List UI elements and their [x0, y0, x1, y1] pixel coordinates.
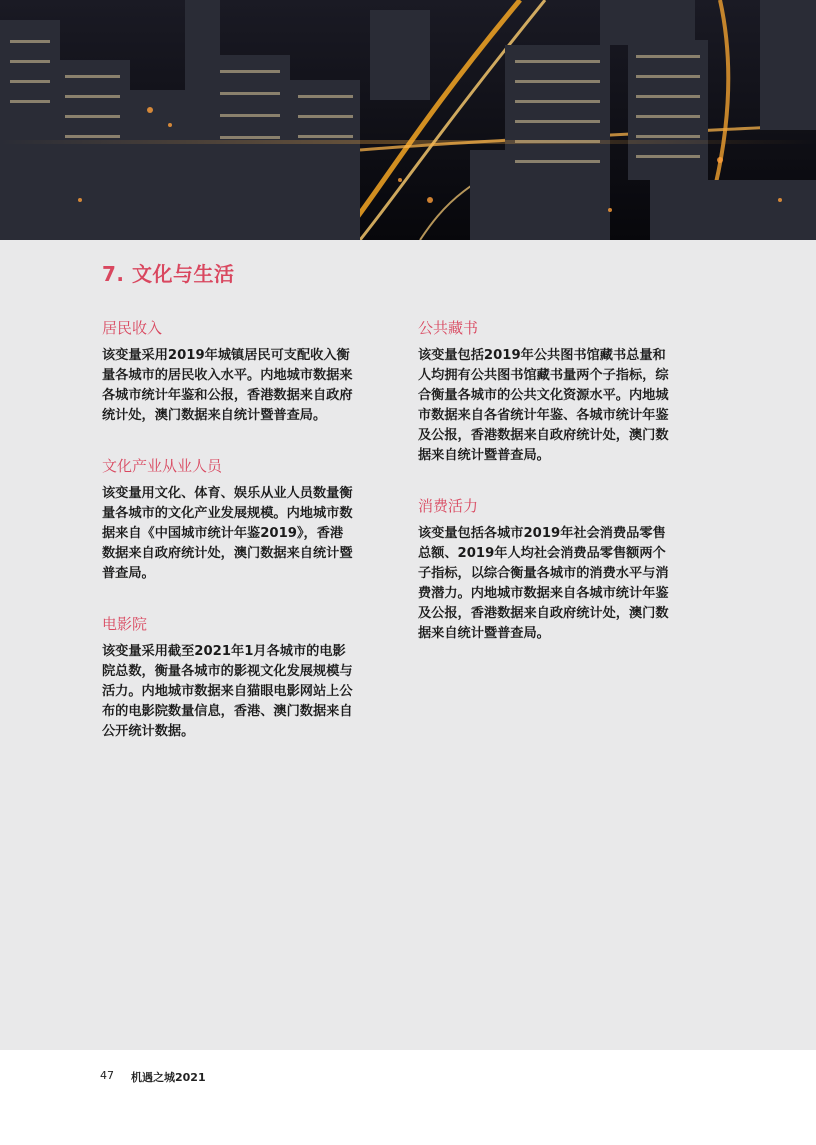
right-column: [418, 318, 670, 674]
indicator-heading: 居民收入: [102, 319, 163, 337]
indicator-heading: 公共藏书: [418, 319, 479, 337]
indicator-heading: 消费活力: [418, 497, 479, 515]
indicator-block-culture-employees: [102, 456, 354, 584]
page-number: 47: [100, 1069, 114, 1082]
skyline-illustration: [0, 0, 816, 240]
indicator-heading: 文化产业从业人员: [102, 457, 223, 475]
indicator-block-public-books: [418, 318, 670, 466]
indicator-block-consumption: [418, 496, 670, 644]
publication-name: 机遇之城2021: [131, 1071, 206, 1084]
indicator-description: 该变量包括2019年公共图书馆藏书总量和人均拥有公共图书馆藏书量两个子指标，综合衡量各城市的公共文化资源水平。内地城市数据来自各省统计年鉴、各城市统计年鉴及公报，香港数据来自政府统计处，澳门数据来自统计暨普查局。: [418, 348, 669, 463]
night-city-skyline-photo: [0, 0, 816, 240]
indicator-description: 该变量包括各城市2019年社会消费品零售总额、2019年人均社会消费品零售额两个子指标，以综合衡量各城市的消费水平与消费潜力。内地城市数据来自各城市统计年鉴及公报，香港数据来自政府统计处，澳门数据来自统计暨普查局。: [418, 526, 669, 641]
indicator-description: 该变量用文化、体育、娱乐从业人员数量衡量各城市的文化产业发展规模。内地城市数据来自《中国城市统计年鉴2019》，香港数据来自政府统计处，澳门数据来自统计暨普查局。: [102, 486, 353, 581]
indicator-heading: 电影院: [102, 615, 148, 633]
indicator-block-resident-income: [102, 318, 354, 426]
page-footer: [0, 1050, 816, 1145]
indicator-description: 该变量采用截至2021年1月各城市的电影院总数，衡量各城市的影视文化发展规模与活力。内地城市数据来自猫眼电影网站上公布的电影院数量信息，香港、澳门数据来自公开统计数据。: [102, 644, 353, 739]
left-column: [102, 318, 354, 772]
section-title: 7. 文化与生活: [102, 262, 235, 286]
indicator-block-cinemas: [102, 614, 354, 742]
indicator-description: 该变量采用2019年城镇居民可支配收入衡量各城市的居民收入水平。内地城市数据来各城市统计年鉴和公报，香港数据来自政府统计处，澳门数据来自统计暨普查局。: [102, 348, 353, 423]
content-panel: [0, 240, 816, 1050]
